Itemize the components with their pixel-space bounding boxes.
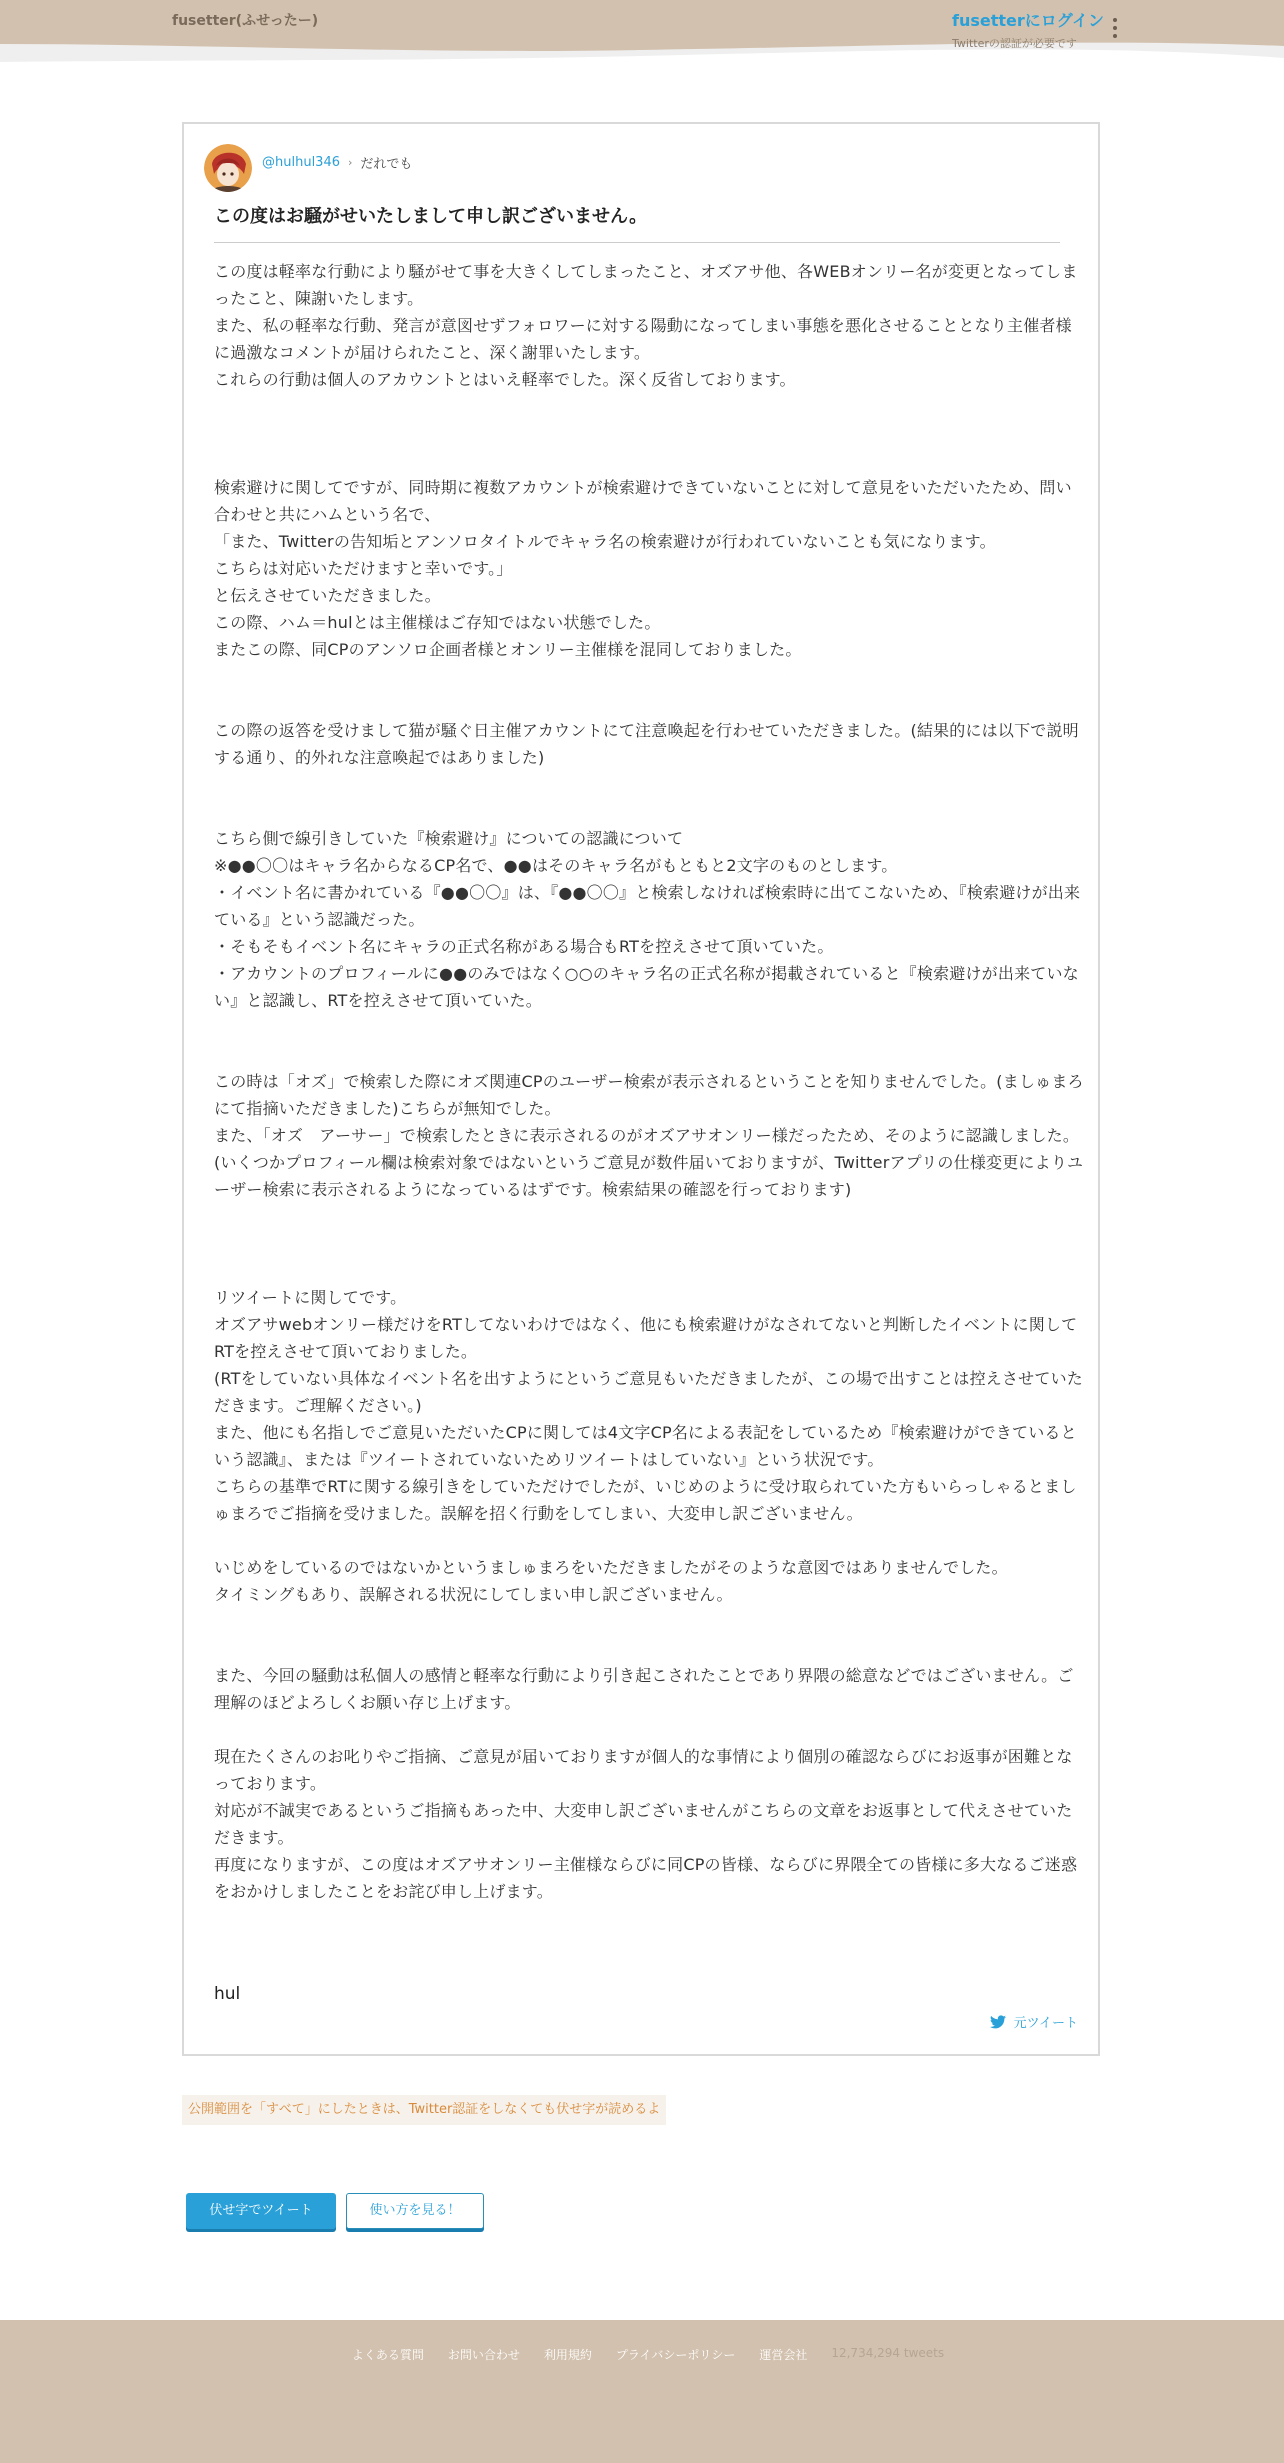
visibility-label: だれでも xyxy=(360,156,413,172)
post-paragraph xyxy=(214,420,1084,447)
kebab-menu-icon[interactable] xyxy=(1112,18,1118,38)
post-paragraph: ・イベント名に書かれている『●●〇〇』は、『●●〇〇』と検索しなければ検索時に出てこないため、『検索避けが出来ている』という認識だった。 xyxy=(214,883,1081,929)
post-paragraph: この際の返答を受けまして猫が騒ぐ日主催アカウントにて注意喚起を行わせていただきました。(結果的には以下で説明する通り、的外れな注意喚起ではありました) xyxy=(214,721,1079,767)
footer-link-company[interactable]: 運営会社 xyxy=(759,2348,808,2362)
post-paragraph: こちらは対応いただけますと幸いです。」 xyxy=(214,559,513,578)
post-paragraph: オズアサwebオンリー様だけをRTしてないわけではなく、他にも検索避けがなされてないと判断したイベントに関してRTを控えさせて頂いておりました。 xyxy=(214,1315,1078,1361)
original-tweet-label: 元ツイート xyxy=(1013,2016,1078,2031)
site-footer xyxy=(0,2320,1284,2463)
post-paragraph: と伝えさせていただきました。 xyxy=(214,586,441,605)
post-body xyxy=(214,258,1084,1905)
site-header xyxy=(0,0,1284,66)
post-paragraph xyxy=(214,447,1084,474)
post-paragraph xyxy=(214,393,1084,420)
site-brand[interactable]: fusetter(ふせったー) xyxy=(172,13,319,29)
author-handle[interactable]: @hulhul346 xyxy=(262,154,340,170)
post-paragraph xyxy=(214,1230,1084,1257)
post-paragraph: 検索避けに関してですが、同時期に複数アカウントが検索避けできていないことに対して意見をいただいたため、問い合わせと共にハムという名で、 xyxy=(214,478,1072,524)
post-paragraph: ※●●〇〇はキャラ名からなるCP名で、●●はそのキャラ名がもともと2文字のものとします。 xyxy=(214,856,898,875)
post-paragraph xyxy=(214,1014,1084,1041)
login-link[interactable]: fusetterにログイン xyxy=(952,11,1104,30)
post-paragraph xyxy=(214,1257,1084,1284)
post-paragraph: ・そもそもイベント名にキャラの正式名称がある場合もRTを控えさせて頂いていた。 xyxy=(214,937,834,956)
post-paragraph: (いくつかプロフィール欄は検索対象ではないというご意見が数件届いておりますが、Twitterアプリの仕様変更によりユーザー検索に表示されるようになっているはずです。検索結果の確認を行っております) xyxy=(214,1153,1084,1199)
post-paragraph xyxy=(214,1635,1084,1662)
post-paragraph: (RTをしていない具体なイベント名を出すようにというご意見もいただきましたが、この場で出すことは控えさせていただきます。ご理解ください。) xyxy=(214,1369,1083,1415)
post-paragraph: こちら側で線引きしていた『検索避け』についての認識について xyxy=(214,829,684,848)
footer-link-terms[interactable]: 利用規約 xyxy=(543,2348,592,2362)
post-paragraph: 「また、Twitterの告知垢とアンソロタイトルでキャラ名の検索避けが行われていないことも気になります。 xyxy=(214,532,996,551)
post-paragraph xyxy=(214,1203,1084,1230)
post-paragraph: ・アカウントのプロフィールに●●のみではなく○○のキャラ名の正式名称が掲載されていると『検索避けが出来ていない』と認識し、RTを控えさせて頂いていた。 xyxy=(214,964,1079,1010)
post-paragraph xyxy=(214,1716,1084,1743)
post-paragraph xyxy=(214,663,1084,690)
tweet-count: 12,734,294 tweets xyxy=(831,2346,945,2360)
post-paragraph: この時は「オズ」で検索した際にオズ関連CPのユーザー検索が表示されるということを知りませんでした。(ましゅまろにて指摘いただきました)こちらが無知でした。 xyxy=(214,1072,1084,1118)
avatar[interactable] xyxy=(204,144,252,192)
footer-link-privacy[interactable]: プライバシーポリシー xyxy=(615,2348,736,2362)
post-paragraph: この度は軽率な行動により騒がせて事を大きくしてしまったこと、オズアサ他、各WEBオンリー名が変更となってしまったこと、陳謝いたします。 xyxy=(214,262,1078,308)
post-paragraph xyxy=(214,798,1084,825)
post-paragraph xyxy=(214,1527,1084,1554)
post-paragraph xyxy=(214,1608,1084,1635)
post-paragraph: 現在たくさんのお叱りやご指摘、ご意見が届いておりますが個人的な事情により個別の確認ならびにお返事が困難となっております。 xyxy=(214,1747,1073,1793)
post-paragraph: こちらの基準でRTに関する線引きをしていただけでしたが、いじめのように受け取られていた方もいらっしゃるとましゅまろでご指摘を受けました。誤解を招く行動をしてしまい、大変申し訳ございません。 xyxy=(214,1477,1077,1523)
post-title: この度はお騒がせいたしまして申し訳ございません。 xyxy=(214,202,1060,243)
post-paragraph: またこの際、同CPのアンソロ企画者様とオンリー主催様を混同しておりました。 xyxy=(214,640,802,659)
login-block xyxy=(952,8,1104,51)
post-paragraph: この際、ハム＝hulとは主催様はご存知ではない状態でした。 xyxy=(214,613,661,632)
post-paragraph: いじめをしているのではないかというましゅまろをいただきましたがそのような意図ではありませんでした。 xyxy=(214,1558,1008,1577)
post-paragraph: また、今回の騒動は私個人の感情と軽率な行動により引き起こされたことであり界隈の総意などではございません。ご理解のほどよろしくお願い存じ上げます。 xyxy=(214,1666,1074,1712)
login-note: Twitterの認証が必要です xyxy=(952,37,1077,50)
post-paragraph: また、私の軽率な行動、発言が意図せずフォロワーに対する陽動になってしまい事態を悪化させることとなり主催者様に過激なコメントが届けられたこと、深く謝罪いたします。 xyxy=(214,316,1072,362)
post-paragraph: また、「オズ アーサー」で検索したときに表示されるのがオズアサオンリー様だったため、そのように認識しました。 xyxy=(214,1126,1080,1145)
post-card xyxy=(182,122,1100,2056)
footer-links xyxy=(0,2346,1284,2363)
footer-link-faq[interactable]: よくある質問 xyxy=(351,2348,424,2362)
post-paragraph: 対応が不誠実であるというご指摘もあった中、大変申し訳ございませんがこちらの文章をお返事として代えさせていただきます。 xyxy=(214,1801,1073,1847)
post-signature: hul xyxy=(214,1984,241,2004)
post-paragraph xyxy=(214,771,1084,798)
post-paragraph: リツイートに関してです。 xyxy=(214,1288,407,1307)
public-notice: 公開範囲を「すべて」にしたときは、Twitter認証をしなくても伏せ字が読めるよ xyxy=(182,2095,666,2125)
post-paragraph xyxy=(214,1041,1084,1068)
original-tweet-link[interactable] xyxy=(990,2012,1078,2031)
post-author xyxy=(204,144,412,192)
post-paragraph: 再度になりますが、この度はオズアサオンリー主催様ならびに同CPの皆様、ならびに界隈全ての皆様に多大なるご迷惑をおかけしましたことをお詫び申し上げます。 xyxy=(214,1855,1078,1901)
post-paragraph: また、他にも名指しでご意見いただいたCPに関しては4文字CP名による表記をしているため『検索避けができているという認識』、または『ツイートされていないためリツイートはしていない』という状況です。 xyxy=(214,1423,1077,1469)
how-to-use-button[interactable]: 使い方を見る！ xyxy=(346,2193,484,2229)
chevron-right-icon: › xyxy=(348,155,353,169)
post-paragraph: これらの行動は個人のアカウントとはいえ軽率でした。深く反省しております。 xyxy=(214,370,796,389)
twitter-bird-icon xyxy=(990,2015,1006,2029)
footer-link-contact[interactable]: お問い合わせ xyxy=(447,2348,520,2362)
post-paragraph: タイミングもあり、誤解される状況にしてしまい申し訳ございません。 xyxy=(214,1585,733,1604)
tweet-with-spoiler-button[interactable]: 伏せ字でツイート xyxy=(186,2193,336,2229)
post-paragraph xyxy=(214,690,1084,717)
